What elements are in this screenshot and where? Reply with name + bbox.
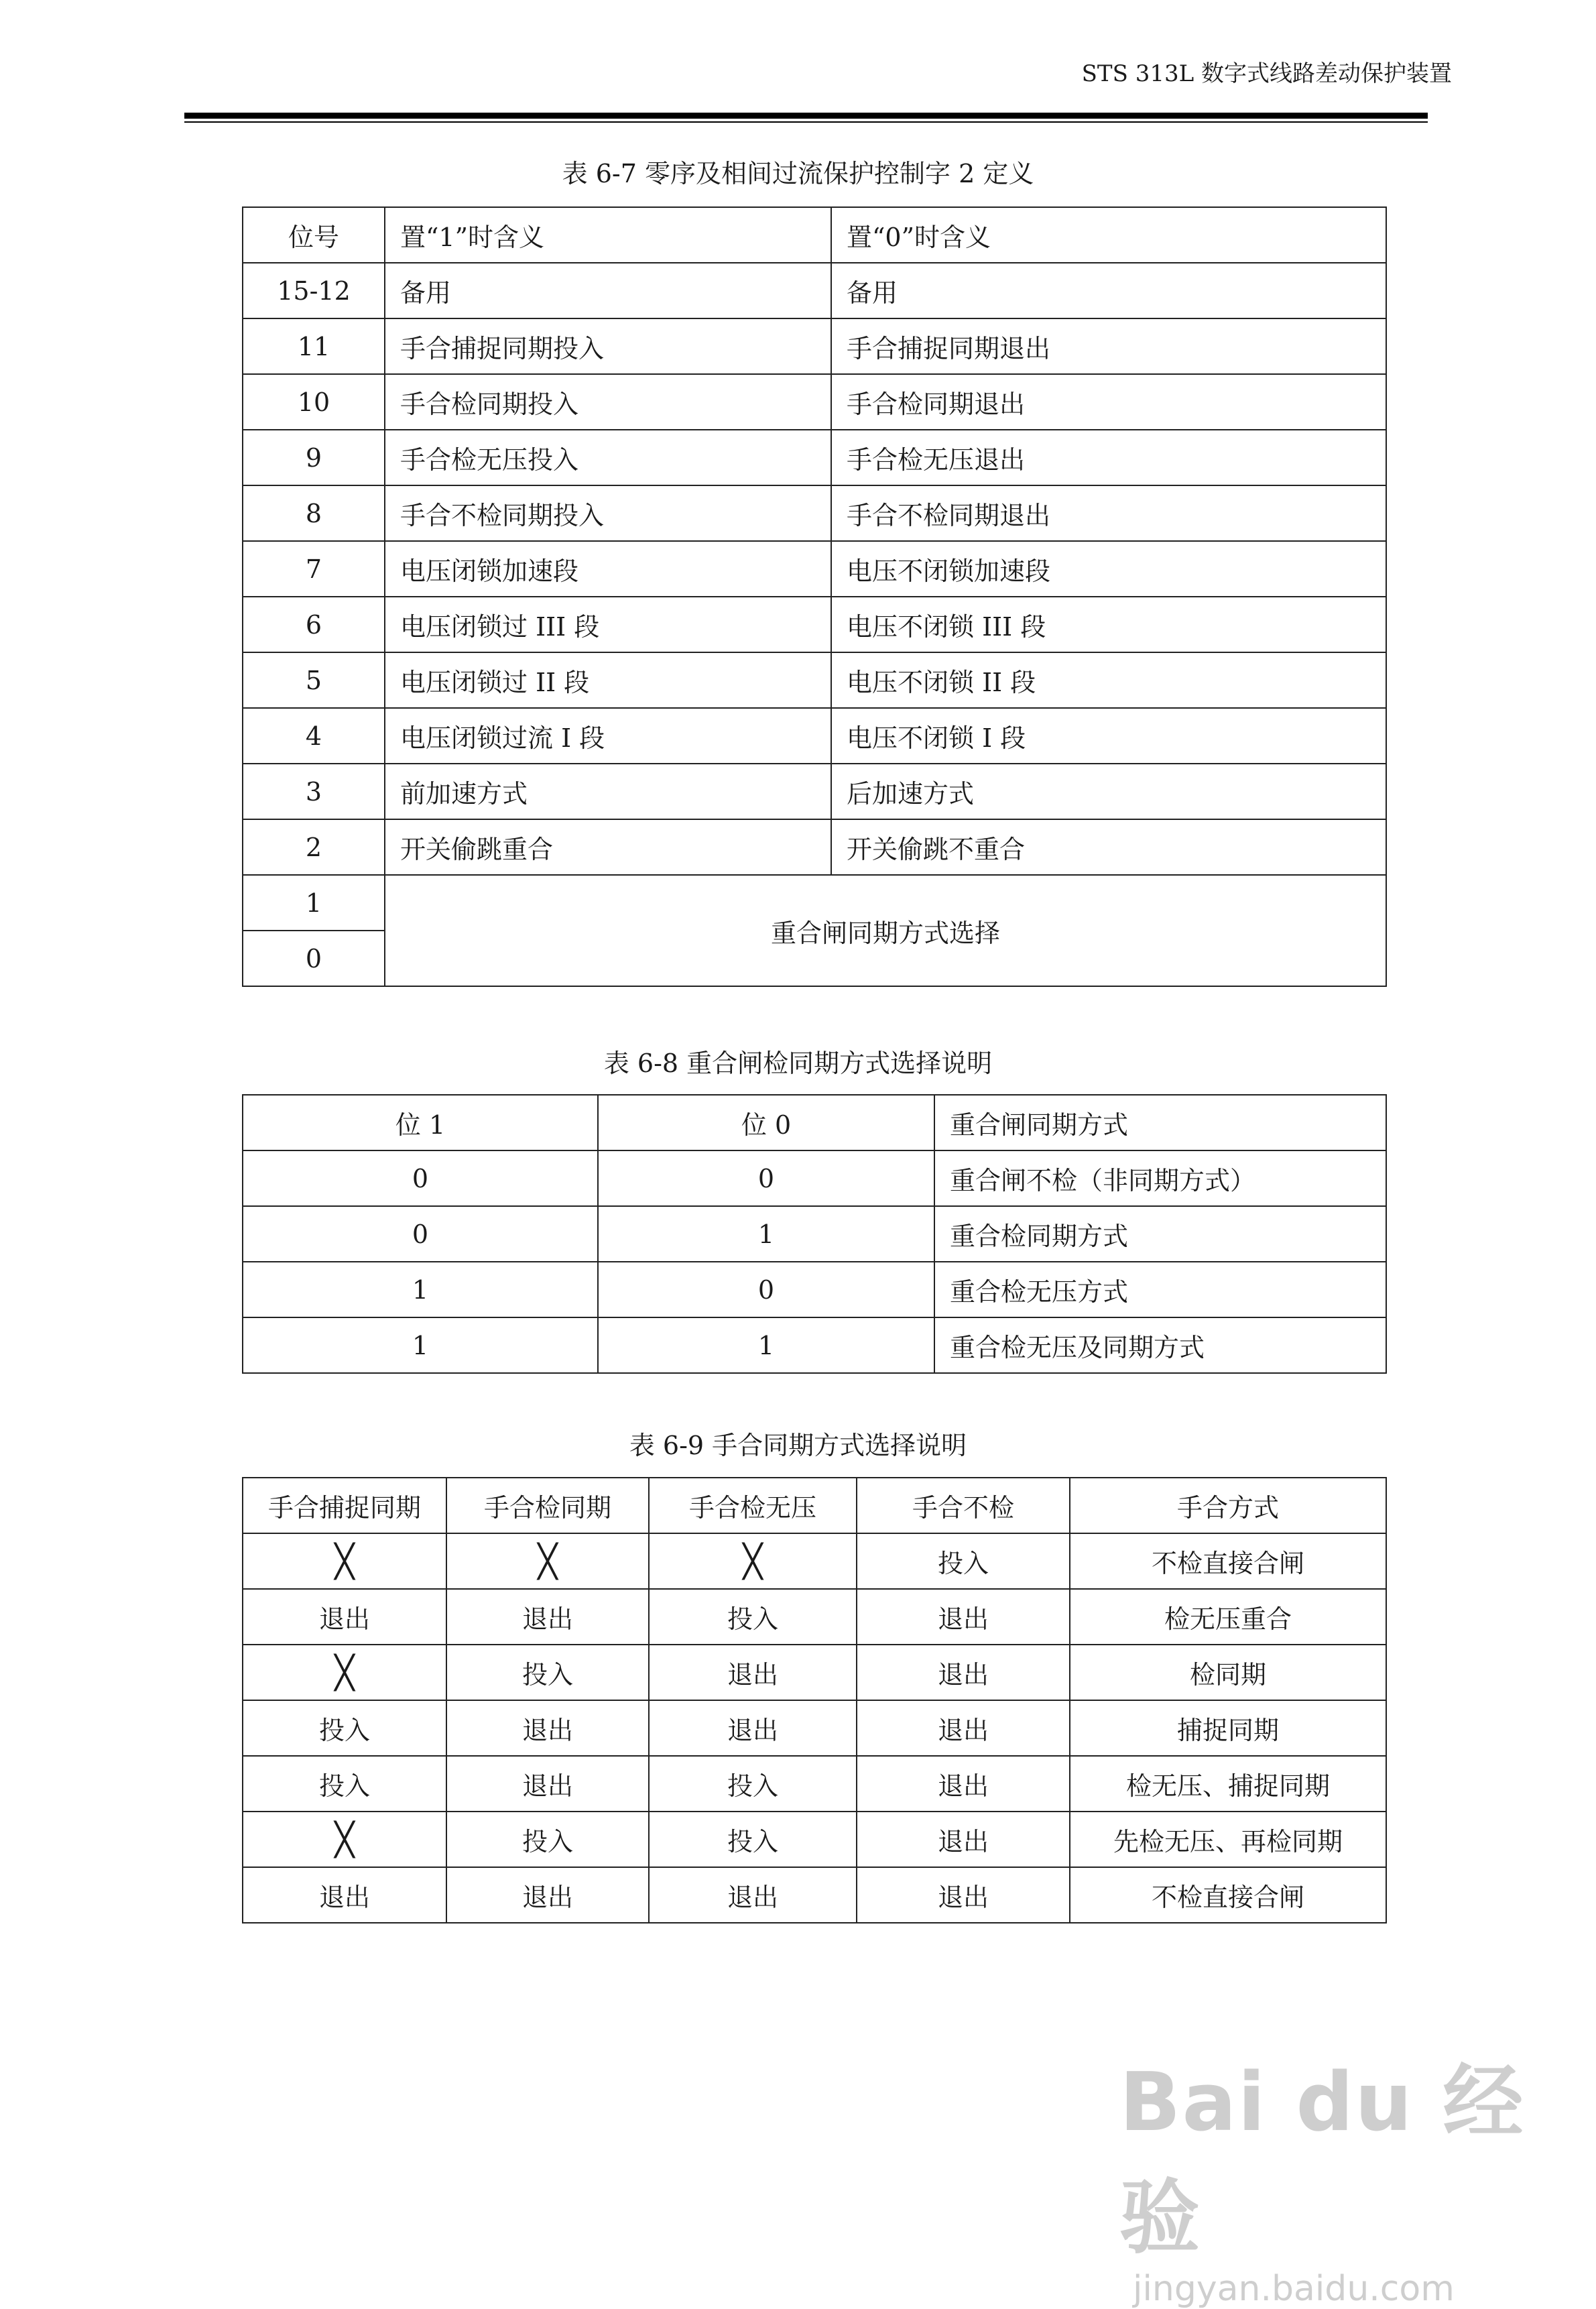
table-cell: 0 (243, 1150, 598, 1206)
table-cell: 电压闭锁过 II 段 (385, 652, 831, 708)
bit-number-cell: 1 (243, 875, 385, 931)
table-cell: 1 (243, 1262, 598, 1317)
table-cell: 投入 (446, 1645, 649, 1700)
table-cell: 手合检无压投入 (385, 430, 831, 485)
table-cell: 手合捕捉同期投入 (385, 318, 831, 374)
table-cell: 开关偷跳不重合 (831, 819, 1386, 875)
table-cell: 备用 (385, 263, 831, 318)
table-cell: 捕捉同期 (1070, 1700, 1386, 1756)
table8-header-cell: 重合闸同期方式 (934, 1095, 1386, 1150)
cross-mark-cell: ╳ (243, 1645, 446, 1700)
table8-caption: 表 6-8 重合闸检同期方式选择说明 (603, 1049, 993, 1078)
table-row (243, 1867, 1386, 1923)
bit-number-cell: 15-12 (243, 263, 385, 318)
table9 (242, 1477, 1387, 1923)
table9-header-cell: 手合捕捉同期 (243, 1478, 446, 1533)
table-cell: 手合检同期退出 (831, 374, 1386, 430)
table9-header-cell: 手合检无压 (649, 1478, 857, 1533)
bit-number-cell: 6 (243, 597, 385, 652)
table-row (243, 263, 1386, 318)
table-cell: 0 (598, 1150, 934, 1206)
table-cell: 退出 (857, 1756, 1070, 1812)
table-cell: 先检无压、再检同期 (1070, 1812, 1386, 1867)
table-cell: 投入 (243, 1700, 446, 1756)
table-row (243, 1756, 1386, 1812)
table-cell: 退出 (243, 1867, 446, 1923)
table-cell: 退出 (857, 1812, 1070, 1867)
table-cell: 手合不检同期投入 (385, 485, 831, 541)
table-cell: 手合不检同期退出 (831, 485, 1386, 541)
bit-number-cell: 7 (243, 541, 385, 597)
table7-caption: 表 6-7 零序及相间过流保护控制字 2 定义 (562, 159, 1034, 188)
bit-number-cell: 11 (243, 318, 385, 374)
cross-mark-cell: ╳ (446, 1533, 649, 1589)
table-row (243, 819, 1386, 875)
table8-header-row (243, 1095, 1386, 1150)
table-cell: 退出 (649, 1867, 857, 1923)
table-cell: 投入 (649, 1812, 857, 1867)
table9-header-cell: 手合不检 (857, 1478, 1070, 1533)
table-cell: 不检直接合闸 (1070, 1533, 1386, 1589)
table7-header-cell: 置“1”时含义 (385, 207, 831, 263)
table-cell: 检同期 (1070, 1645, 1386, 1700)
table-row (243, 318, 1386, 374)
table-cell: 前加速方式 (385, 764, 831, 819)
table-cell: 1 (598, 1317, 934, 1373)
table7-header-cell: 位号 (243, 207, 385, 263)
table-row (243, 1589, 1386, 1645)
table-row (243, 430, 1386, 485)
table-cell: 退出 (446, 1867, 649, 1923)
table8 (242, 1094, 1387, 1374)
table-cell: 开关偷跳重合 (385, 819, 831, 875)
table-row (243, 875, 1386, 931)
table9-caption: 表 6-9 手合同期方式选择说明 (629, 1431, 967, 1460)
header-rule (184, 113, 1428, 119)
table9-header-row (243, 1478, 1386, 1533)
cross-mark-cell: ╳ (243, 1533, 446, 1589)
table7-header-cell: 置“0”时含义 (831, 207, 1386, 263)
table-cell: 重合检无压方式 (934, 1262, 1386, 1317)
table-cell: 手合检无压退出 (831, 430, 1386, 485)
bit-number-cell: 9 (243, 430, 385, 485)
table-cell: 退出 (446, 1756, 649, 1812)
document-header: STS 313L 数字式线路差动保护装置 (1081, 60, 1452, 87)
watermark-url: jingyan.baidu.com (1133, 2269, 1455, 2309)
table-row (243, 764, 1386, 819)
table-cell: 退出 (446, 1589, 649, 1645)
table-cell: 电压闭锁过流 I 段 (385, 708, 831, 764)
table-cell: 电压不闭锁 I 段 (831, 708, 1386, 764)
table-row (243, 652, 1386, 708)
bit-number-cell: 2 (243, 819, 385, 875)
table-cell: 后加速方式 (831, 764, 1386, 819)
table-cell: 重合闸不检（非同期方式） (934, 1150, 1386, 1206)
table7-header-row (243, 207, 1386, 263)
cross-mark-cell: ╳ (649, 1533, 857, 1589)
table8-header-cell: 位 1 (243, 1095, 598, 1150)
table-cell: 0 (243, 1206, 598, 1262)
table-cell: 投入 (446, 1812, 649, 1867)
table-cell: 电压不闭锁 II 段 (831, 652, 1386, 708)
table-row (243, 485, 1386, 541)
table9-header-cell: 手合方式 (1070, 1478, 1386, 1533)
cross-mark-cell: ╳ (243, 1812, 446, 1867)
bit-number-cell: 0 (243, 931, 385, 986)
table-row (243, 1317, 1386, 1373)
table-cell: 1 (243, 1317, 598, 1373)
table-cell: 电压闭锁加速段 (385, 541, 831, 597)
bit-number-cell: 8 (243, 485, 385, 541)
table-row (243, 1533, 1386, 1589)
header-rule-thin (184, 121, 1428, 123)
table-cell: 检无压、捕捉同期 (1070, 1756, 1386, 1812)
table-cell: 退出 (857, 1589, 1070, 1645)
table-row (243, 1700, 1386, 1756)
table-row (243, 1645, 1386, 1700)
watermark-logo: Bai du 经验 (1119, 2056, 1525, 2265)
table-cell: 重合检无压及同期方式 (934, 1317, 1386, 1373)
bit-number-cell: 3 (243, 764, 385, 819)
table-cell: 手合检同期投入 (385, 374, 831, 430)
table-cell: 退出 (649, 1700, 857, 1756)
table-cell: 投入 (649, 1756, 857, 1812)
table-cell: 退出 (857, 1700, 1070, 1756)
table-cell: 1 (598, 1206, 934, 1262)
table-cell: 检无压重合 (1070, 1589, 1386, 1645)
table-row (243, 1262, 1386, 1317)
table-cell: 手合捕捉同期退出 (831, 318, 1386, 374)
table9-header-cell: 手合检同期 (446, 1478, 649, 1533)
bit-number-cell: 5 (243, 652, 385, 708)
merged-description-cell: 重合闸同期方式选择 (385, 875, 1386, 986)
table-cell: 投入 (649, 1589, 857, 1645)
table-cell: 0 (598, 1262, 934, 1317)
table-row (243, 1150, 1386, 1206)
bit-number-cell: 10 (243, 374, 385, 430)
table-row (243, 597, 1386, 652)
table-cell: 电压不闭锁加速段 (831, 541, 1386, 597)
table-row (243, 708, 1386, 764)
table-cell: 退出 (857, 1867, 1070, 1923)
table-row (243, 541, 1386, 597)
table7 (242, 206, 1387, 987)
table-cell: 退出 (857, 1645, 1070, 1700)
table-cell: 电压不闭锁 III 段 (831, 597, 1386, 652)
table-cell: 备用 (831, 263, 1386, 318)
table-cell: 电压闭锁过 III 段 (385, 597, 831, 652)
table-cell: 退出 (446, 1700, 649, 1756)
bit-number-cell: 4 (243, 708, 385, 764)
table-row (243, 1812, 1386, 1867)
table-cell: 重合检同期方式 (934, 1206, 1386, 1262)
table-cell: 退出 (649, 1645, 857, 1700)
table8-header-cell: 位 0 (598, 1095, 934, 1150)
table-cell: 不检直接合闸 (1070, 1867, 1386, 1923)
table-row (243, 374, 1386, 430)
table-cell: 投入 (243, 1756, 446, 1812)
table-cell: 投入 (857, 1533, 1070, 1589)
table-cell: 退出 (243, 1589, 446, 1645)
table-row (243, 1206, 1386, 1262)
baidu-watermark (1119, 2038, 1596, 2309)
